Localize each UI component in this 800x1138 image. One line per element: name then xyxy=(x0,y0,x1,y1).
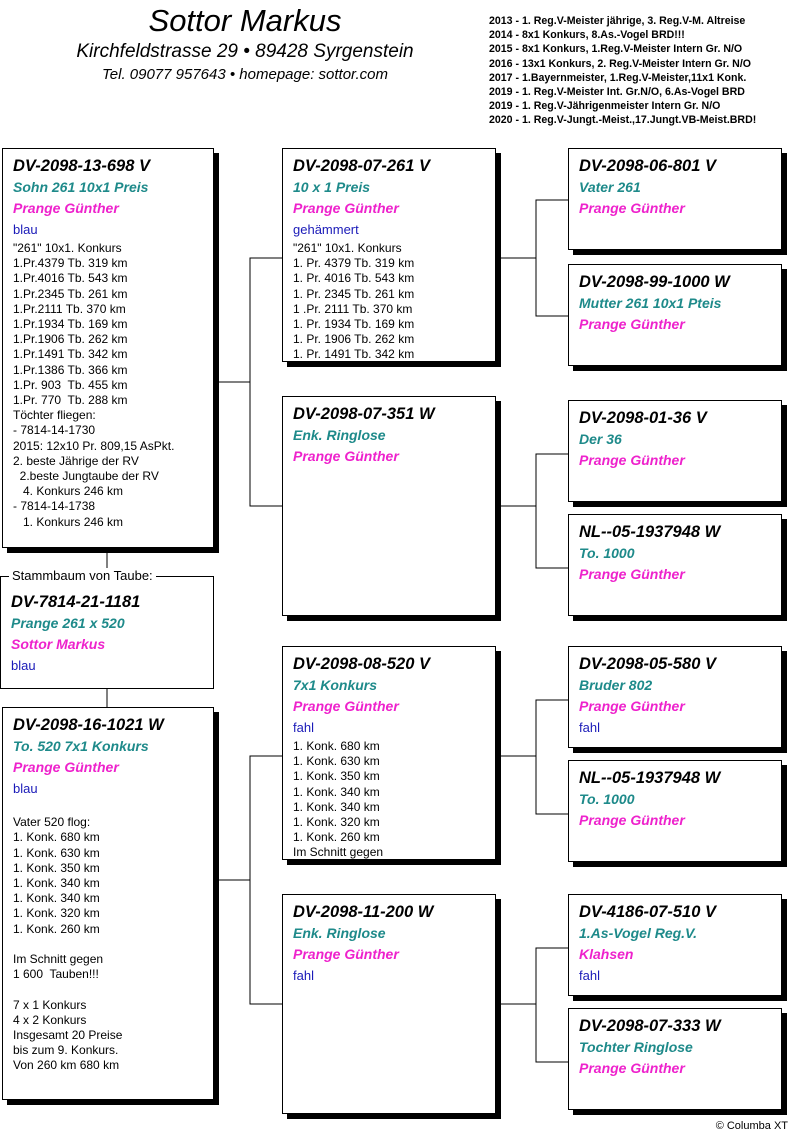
owner-name: Prange Günther xyxy=(579,452,685,468)
owner-name: Prange Günther xyxy=(293,448,399,464)
owner-name: Sottor Markus xyxy=(11,636,106,652)
great-grandparent-card xyxy=(568,514,782,616)
pigeon-title: Prange 261 x 520 xyxy=(11,615,125,631)
ring-number: DV-2098-01-36 V xyxy=(579,409,707,427)
ring-number: DV-2098-07-333 W xyxy=(579,1017,721,1035)
performance-notes xyxy=(293,739,485,860)
pigeon-title: 7x1 Konkurs xyxy=(293,677,378,693)
note-line: "261" 10x1. Konkurs xyxy=(13,241,122,255)
note-line: 1.Pr. 903 Tb. 455 km xyxy=(13,377,128,392)
note-line: 1.Pr.2345 Tb. 261 km xyxy=(13,286,128,301)
note-line: Vater 520 flog: xyxy=(13,815,91,830)
performance-notes xyxy=(13,800,203,1074)
pigeon-title: Vater 261 xyxy=(579,179,641,195)
pigeon-title: To. 520 7x1 Konkurs xyxy=(13,738,149,754)
achievement-line: 2019 - 1. Reg.V-Jährigenmeister Intern Gr. N/O xyxy=(489,100,721,113)
breeder-address: Kirchfeldstrasse 29 • 89428 Syrgenstein xyxy=(76,41,414,62)
note-line: 1. Konkurs 246 km xyxy=(13,514,124,529)
owner-name: Prange Günther xyxy=(579,316,685,332)
note-line: 1 600 Tauben!!! xyxy=(13,967,99,982)
great-grandparent-card xyxy=(568,894,782,996)
achievement-line: 2020 - 1. Reg.V-Jungt.-Meist.,17.Jungt.VB-Meist.BRD! xyxy=(489,114,757,127)
subject-pigeon-card xyxy=(0,568,214,689)
pigeon-title: 1.As-Vogel Reg.V. xyxy=(579,925,698,941)
note-line: 1. Pr. 1934 Tb. 169 km xyxy=(293,317,415,332)
great-grandparent-card xyxy=(568,264,782,366)
owner-name: Prange Günther xyxy=(293,200,399,216)
note-line: 1. Konk. 350 km xyxy=(13,860,100,875)
sire-card xyxy=(2,148,214,548)
note-line: Insgesamt 20 Preise xyxy=(13,1028,123,1042)
note-line: 1. Pr. 2345 Tb. 261 km xyxy=(293,286,415,301)
achievements-list xyxy=(489,14,800,128)
note-line: 1. Konk. 630 km xyxy=(13,845,100,860)
pigeon-title: Mutter 261 10x1 Pteis xyxy=(579,295,722,311)
owner-name: Prange Günther xyxy=(293,698,399,714)
note-line: Im Schnitt gegen xyxy=(13,952,104,966)
note-line: 1. Pr. 1491 Tb. 342 km xyxy=(293,347,415,362)
dam-card xyxy=(2,707,214,1100)
note-line: 1.Pr. 770 Tb. 288 km xyxy=(13,393,128,408)
great-grandparent-card xyxy=(568,646,782,748)
ring-number: DV-7814-21-1181 xyxy=(11,593,141,611)
achievement-line: 2015 - 8x1 Konkurs, 1.Reg.V-Meister Intern Gr. N/O xyxy=(489,43,743,56)
owner-name: Prange Günther xyxy=(579,812,685,828)
note-line: Im Schnitt gegen xyxy=(293,845,384,860)
note-line: 1. Konk. 350 km xyxy=(293,769,380,784)
note-line: 1.Pr.1934 Tb. 169 km xyxy=(13,317,128,332)
pigeon-color: fahl xyxy=(293,720,314,735)
granddam-maternal-card xyxy=(282,894,496,1114)
owner-name: Prange Günther xyxy=(579,1060,685,1076)
note-line: - 7814-14-1730 xyxy=(13,423,96,438)
pigeon-title: Enk. Ringlose xyxy=(293,427,386,443)
great-grandparent-card xyxy=(568,400,782,502)
ring-number: DV-4186-07-510 V xyxy=(579,903,716,921)
note-line xyxy=(13,800,203,815)
note-line: 4 x 2 Konkurs xyxy=(13,1012,87,1027)
note-line: - 7814-14-1738 xyxy=(13,499,96,514)
note-line: 1.Pr.2111 Tb. 370 km xyxy=(13,301,126,316)
note-line: 2015: 12x10 Pr. 809,15 AsPkt. xyxy=(13,438,175,453)
note-line: "261" 10x1. Konkurs xyxy=(293,241,402,255)
note-line: 1. Konk. 340 km xyxy=(293,799,380,814)
owner-name: Prange Günther xyxy=(293,946,399,962)
achievement-line: 2013 - 1. Reg.V-Meister jährige, 3. Reg.V-M. Altreise xyxy=(489,15,746,27)
pigeon-title: To. 1000 xyxy=(579,545,635,561)
note-line: 1.Pr.1386 Tb. 366 km xyxy=(13,362,128,377)
ring-number: NL--05-1937948 W xyxy=(579,523,721,541)
pigeon-color: blau xyxy=(13,781,38,796)
note-line: 1. Pr. 4016 Tb. 543 km xyxy=(293,271,415,286)
achievement-line: 2016 - 13x1 Konkurs, 2. Reg.V-Meister Intern Gr. N/O xyxy=(489,57,751,70)
ring-number: DV-2098-05-580 V xyxy=(579,655,716,673)
note-line: 1. Konk. 320 km xyxy=(13,906,100,921)
ring-number: DV-2098-99-1000 W xyxy=(579,273,730,291)
note-line: 1.Pr.4379 Tb. 319 km xyxy=(13,256,128,271)
note-line: 1. Konk. 340 km xyxy=(13,876,100,890)
note-line: 1. Konk. 340 km xyxy=(293,784,380,799)
pigeon-title: Der 36 xyxy=(579,431,622,447)
pedigree-label: Stammbaum von Taube: xyxy=(9,568,156,584)
note-line xyxy=(13,937,203,952)
pigeon-title: Tochter Ringlose xyxy=(579,1039,693,1055)
software-credit: © Columba XT xyxy=(715,1120,788,1132)
note-line: 2. beste Jährige der RV xyxy=(13,453,139,468)
note-line: 1. Konk. 340 km xyxy=(13,891,100,906)
pigeon-color: blau xyxy=(13,222,38,237)
ring-number: DV-2098-16-1021 W xyxy=(13,716,164,734)
note-line: 1. Pr. 1906 Tb. 262 km xyxy=(293,332,415,347)
performance-notes xyxy=(293,241,485,362)
achievement-line: 2014 - 8x1 Konkurs, 8.As.-Vogel BRD!!! xyxy=(489,29,685,42)
ring-number: DV-2098-06-801 V xyxy=(579,157,716,175)
ring-number: DV-2098-07-261 V xyxy=(293,157,430,175)
ring-number: DV-2098-08-520 V xyxy=(293,655,430,673)
ring-number: DV-2098-07-351 W xyxy=(293,405,435,423)
pigeon-color: blau xyxy=(11,658,36,673)
note-line: 1. Konk. 630 km xyxy=(293,754,380,769)
owner-name: Klahsen xyxy=(579,946,634,962)
note-line: 1.Pr.1906 Tb. 262 km xyxy=(13,332,128,347)
breeder-name: Sottor Markus xyxy=(148,3,342,38)
performance-notes xyxy=(13,241,203,530)
grandsire-maternal-card xyxy=(282,646,496,860)
great-grandparent-card xyxy=(568,148,782,250)
owner-name: Prange Günther xyxy=(13,200,119,216)
note-line: 1.Pr.4016 Tb. 543 km xyxy=(13,271,128,286)
note-line: 1. Konk. 680 km xyxy=(293,739,380,753)
pigeon-title: Bruder 802 xyxy=(579,677,653,693)
note-line: 1. Konk. 260 km xyxy=(13,921,100,936)
pigeon-color: fahl xyxy=(579,720,600,735)
pigeon-title: 10 x 1 Preis xyxy=(293,179,371,195)
achievement-line: 2019 - 1. Reg.V-Meister Int. Gr.N/O, 6.As-Vogel BRD xyxy=(489,86,745,99)
grandsire-paternal-card xyxy=(282,148,496,362)
note-line: bis zum 9. Konkurs. xyxy=(13,1043,119,1058)
great-grandparent-card xyxy=(568,760,782,862)
granddam-paternal-card xyxy=(282,396,496,616)
pigeon-title: Sohn 261 10x1 Preis xyxy=(13,179,149,195)
pigeon-color: fahl xyxy=(293,968,314,983)
owner-name: Prange Günther xyxy=(579,698,685,714)
note-line: 1 .Pr. 2111 Tb. 370 km xyxy=(293,301,413,316)
note-line: 1. Konk. 320 km xyxy=(293,815,380,830)
note-line: 1. Konk. 260 km xyxy=(293,830,380,845)
note-line: 1. Pr. 4379 Tb. 319 km xyxy=(293,256,415,271)
pigeon-title: To. 1000 xyxy=(579,791,635,807)
note-line: 7 x 1 Konkurs xyxy=(13,997,87,1012)
note-line: Töchter fliegen: xyxy=(13,408,96,423)
ring-number: DV-2098-13-698 V xyxy=(13,157,150,175)
note-line xyxy=(13,982,203,997)
note-line: 4. Konkurs 246 km xyxy=(13,484,124,499)
owner-name: Prange Günther xyxy=(579,200,685,216)
breeder-contact: Tel. 09077 957643 • homepage: sottor.com xyxy=(101,66,388,83)
breeder-header xyxy=(40,0,450,86)
owner-name: Prange Günther xyxy=(13,759,119,775)
pigeon-title: Enk. Ringlose xyxy=(293,925,386,941)
owner-name: Prange Günther xyxy=(579,566,685,582)
ring-number: DV-2098-11-200 W xyxy=(293,903,434,921)
pigeon-color: gehämmert xyxy=(293,222,359,237)
note-line: 2.beste Jungtaube der RV xyxy=(13,469,159,484)
pigeon-color: fahl xyxy=(579,968,600,983)
great-grandparent-card xyxy=(568,1008,782,1110)
note-line: Von 260 km 680 km xyxy=(13,1058,120,1073)
note-line: 1.Pr.1491 Tb. 342 km xyxy=(13,347,128,362)
note-line: 1. Konk. 680 km xyxy=(13,830,100,845)
ring-number: NL--05-1937948 W xyxy=(579,769,721,787)
achievement-line: 2017 - 1.Bayernmeister, 1.Reg.V-Meister,11x1 Konk. xyxy=(489,71,747,84)
